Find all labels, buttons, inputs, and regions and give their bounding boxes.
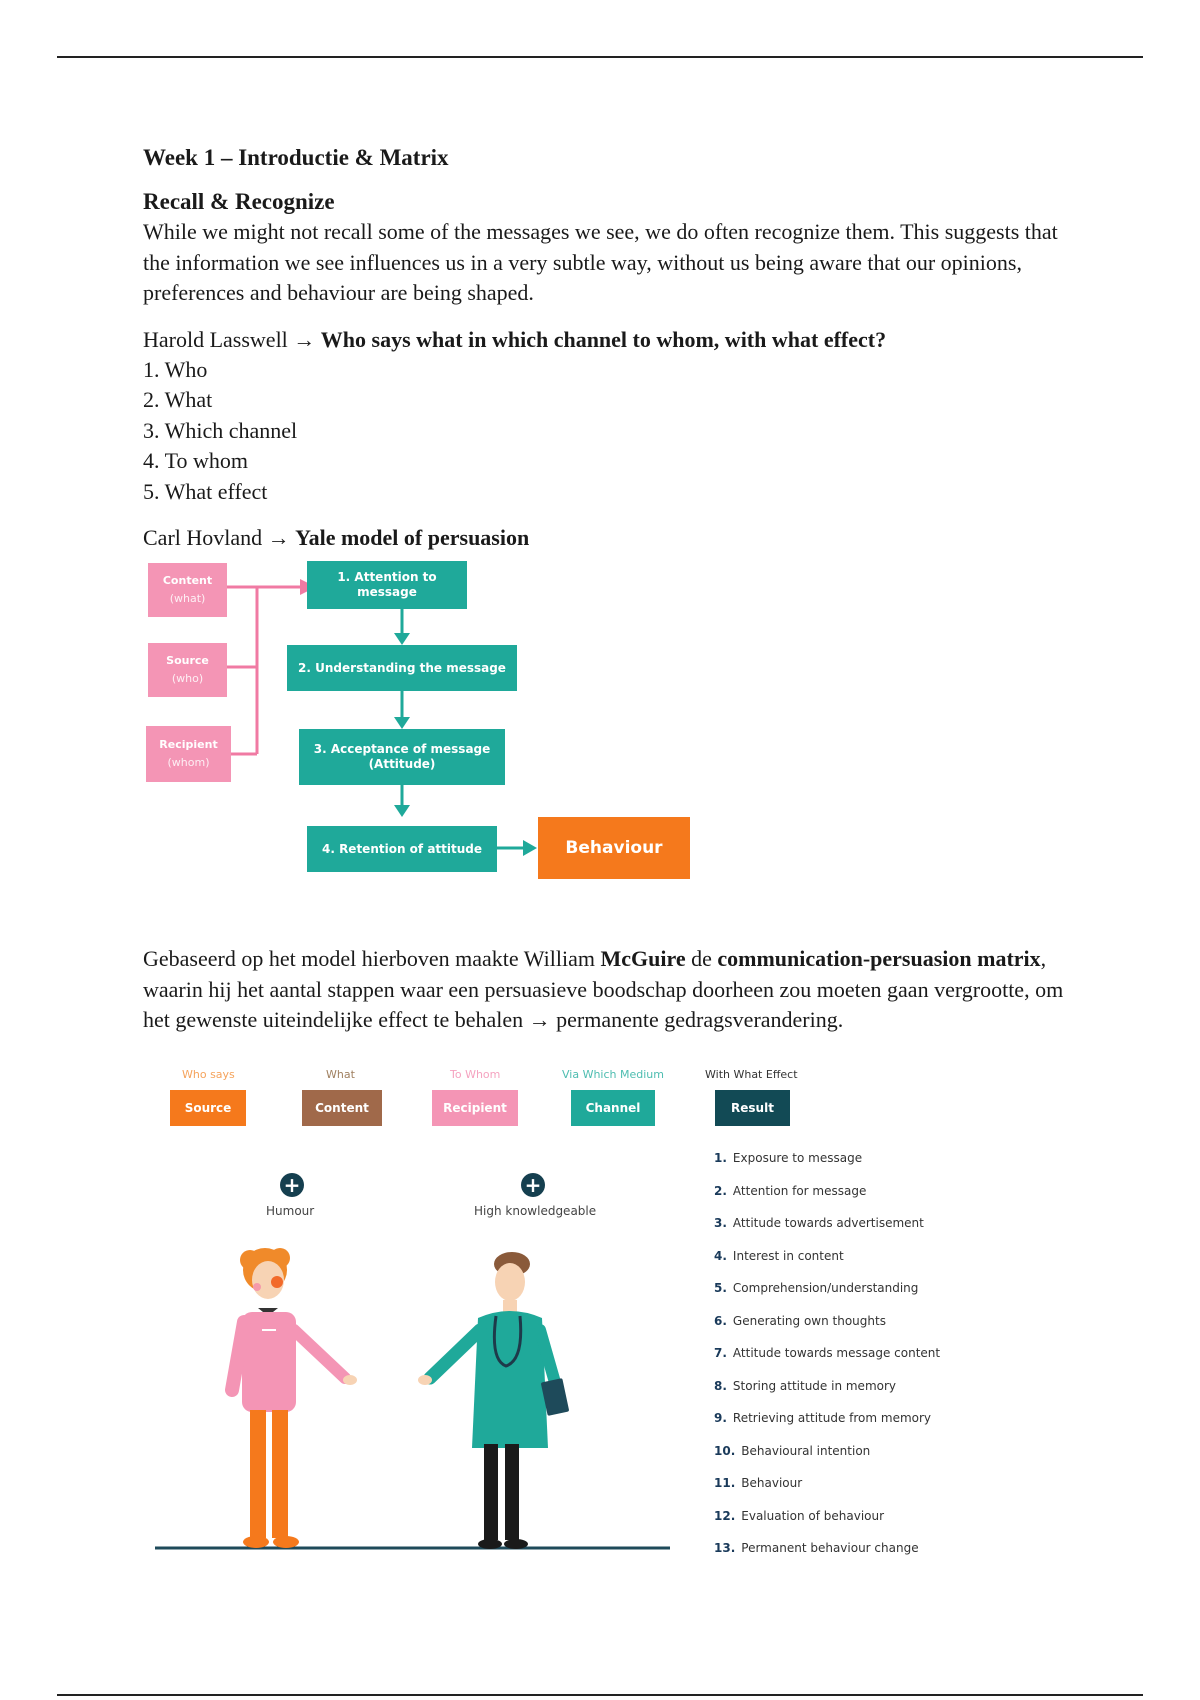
lasswell-list xyxy=(143,355,1083,508)
recall-paragraph: While we might not recall some of the messages we see, we do often recognize them. This suggests that the information we see influences us in a very subtle way, without us being aware that our opinions, preferences and behaviour are being shaped. xyxy=(143,219,1058,305)
text-run: de xyxy=(685,946,718,971)
input-label: Content xyxy=(162,574,213,587)
column-caption: With What Effect xyxy=(705,1068,798,1081)
step-sublabel: (Attitude) xyxy=(368,757,436,771)
step-text: Attention for message xyxy=(732,1183,867,1198)
step-text: Generating own thoughts xyxy=(732,1313,886,1328)
step-number: 10. xyxy=(714,1443,736,1458)
step-number: 4. xyxy=(714,1248,727,1263)
list-item xyxy=(714,1435,940,1468)
step-label: 4. Retention of attitude xyxy=(321,841,483,856)
mcguire-name: McGuire xyxy=(600,946,686,971)
source-trait: Humour xyxy=(266,1204,315,1218)
input-label: Recipient xyxy=(159,738,218,751)
text-run: , waarin hij het aantal stappen waar een persuasieve boodschap doorheen zou moeten gaan vergrootte, om het gewenste uiteindelijke effect te behalen xyxy=(143,946,1064,1032)
list-item xyxy=(714,1500,940,1533)
clown-figure xyxy=(232,1248,357,1548)
outcome-label: Behaviour xyxy=(565,838,663,858)
text-run: permanente gedragsverandering. xyxy=(550,1007,844,1032)
list-item xyxy=(714,1207,940,1240)
list-item xyxy=(714,1175,940,1208)
list-item xyxy=(714,1142,940,1175)
list-item xyxy=(714,1370,940,1403)
lasswell-name: Harold Lasswell xyxy=(143,326,288,352)
document-body xyxy=(143,143,1083,553)
step-number: 8. xyxy=(714,1378,727,1393)
list-item: 1. Who xyxy=(143,356,208,382)
step-number: 11. xyxy=(714,1476,736,1490)
arrow-icon: → xyxy=(267,525,290,550)
step-text: Evaluation of behaviour xyxy=(741,1508,885,1523)
step-text: Exposure to message xyxy=(732,1151,863,1165)
step-arrowhead xyxy=(394,633,410,645)
list-item xyxy=(714,1240,940,1273)
lasswell-line xyxy=(143,325,1083,355)
yale-step-4 xyxy=(307,826,497,872)
source-box: Source xyxy=(170,1090,246,1126)
hovland-line xyxy=(143,523,1083,553)
step-text: Storing attitude in memory xyxy=(732,1378,897,1393)
page-title: Week 1 – Introductie & Matrix xyxy=(143,145,449,170)
lasswell-question: Who says what in which channel to whom, with what effect? xyxy=(320,326,887,352)
persuasion-steps-list xyxy=(714,1142,940,1565)
step-label: 2. Understanding the message xyxy=(298,660,506,675)
input-source-box xyxy=(148,643,227,697)
step-text: Interest in content xyxy=(732,1248,844,1263)
text-run: Gebaseerd op het model hierboven maakte William xyxy=(143,946,601,971)
behaviour-box xyxy=(538,817,690,879)
step-number: 9. xyxy=(714,1411,727,1425)
step-text: Retrieving attitude from memory xyxy=(732,1411,932,1425)
step-text: Behaviour xyxy=(741,1476,803,1490)
step-arrowhead xyxy=(394,717,410,729)
characters-illustration xyxy=(140,1060,700,1570)
column-caption: What xyxy=(326,1068,355,1081)
input-recipient-box xyxy=(146,726,231,782)
step-number: 1. xyxy=(714,1151,727,1165)
step-number: 6. xyxy=(714,1313,727,1328)
step-text: Attitude towards advertisement xyxy=(732,1216,924,1230)
step-text: Behavioural intention xyxy=(741,1443,871,1458)
channel-box: Channel xyxy=(571,1090,655,1126)
outcome-arrowhead xyxy=(523,840,537,856)
bottom-rule xyxy=(57,1694,1143,1696)
yale-model-diagram xyxy=(140,555,700,885)
list-item xyxy=(714,1467,940,1500)
step-label: 1. Attention to message xyxy=(337,570,437,599)
step-arrowhead xyxy=(394,805,410,817)
step-text: Permanent behaviour change xyxy=(741,1541,919,1555)
list-item xyxy=(714,1532,940,1565)
matrix-term: communication-persuasion matrix xyxy=(717,946,1041,971)
step-number: 12. xyxy=(714,1508,736,1523)
mcguire-matrix-figure xyxy=(140,1060,1000,1570)
step-number: 2. xyxy=(714,1183,727,1198)
mcguire-paragraph xyxy=(143,944,1083,1036)
step-number: 7. xyxy=(714,1346,727,1360)
list-item: 2. What xyxy=(143,387,213,412)
list-item xyxy=(714,1305,940,1338)
input-sublabel: (whom) xyxy=(167,756,210,769)
plus-icon: + xyxy=(521,1173,545,1197)
input-sublabel: (who) xyxy=(171,672,204,685)
input-label: Source xyxy=(166,654,209,667)
plus-icon: + xyxy=(280,1173,304,1197)
input-content-box xyxy=(148,563,227,617)
recall-heading: Recall & Recognize xyxy=(143,189,335,214)
content-box: Content xyxy=(302,1090,382,1126)
recipient-trait: High knowledgeable xyxy=(474,1204,597,1218)
column-caption: To Whom xyxy=(450,1068,501,1081)
list-item: 5. What effect xyxy=(143,478,268,504)
yale-step-1 xyxy=(307,561,467,609)
step-label: 3. Acceptance of message xyxy=(313,742,491,756)
input-sublabel: (what) xyxy=(169,592,206,605)
step-text: Attitude towards message content xyxy=(732,1346,941,1360)
step-number: 3. xyxy=(714,1216,727,1230)
arrow-icon: → xyxy=(528,1007,551,1032)
step-number: 13. xyxy=(714,1541,736,1555)
column-caption: Who says xyxy=(182,1068,235,1081)
list-item xyxy=(714,1337,940,1370)
arrow-icon: → xyxy=(293,326,316,352)
hovland-name: Carl Hovland xyxy=(143,525,263,550)
step-number: 5. xyxy=(714,1281,727,1295)
yale-step-3 xyxy=(299,729,505,785)
column-caption: Via Which Medium xyxy=(562,1068,664,1081)
hovland-model: Yale model of persuasion xyxy=(295,525,530,550)
recipient-box: Recipient xyxy=(432,1090,518,1126)
doctor-figure xyxy=(418,1252,569,1549)
list-item: 3. Which channel xyxy=(143,417,298,443)
step-text: Comprehension/understanding xyxy=(732,1281,919,1295)
list-item xyxy=(714,1272,940,1305)
result-box: Result xyxy=(715,1090,790,1126)
list-item xyxy=(714,1402,940,1435)
top-rule xyxy=(57,56,1143,58)
yale-step-2 xyxy=(287,645,517,691)
list-item: 4. To whom xyxy=(143,448,249,473)
